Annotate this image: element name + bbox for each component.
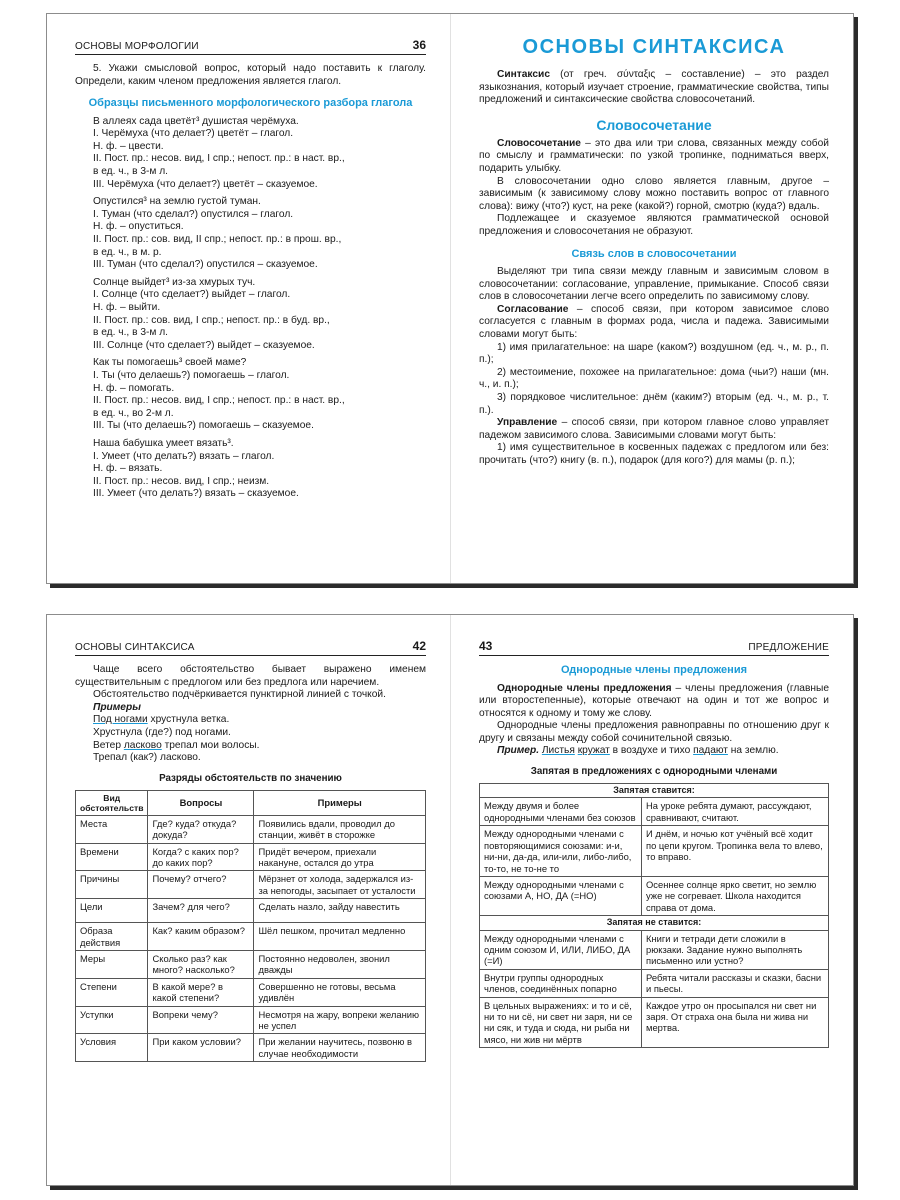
- section-title: Словосочетание: [596, 116, 712, 133]
- table-cell: Вопреки чему?: [148, 1006, 254, 1034]
- chapter-title: ОСНОВЫ СИНТАКСИСА: [522, 36, 786, 58]
- example-sentence: Как ты помогаешь³ своей маме?: [93, 357, 247, 369]
- subsection-title: Связь слов в словосочетании: [571, 247, 737, 260]
- list-item: 3) порядковое числительное: днём (каким?) вторым (ед. ч., м. р., т. п.).: [479, 391, 829, 416]
- table-title: Разряды обстоятельств по значению: [159, 772, 342, 784]
- analysis-line: III. Туман (что сделал?) опустился – сказуемое.: [93, 259, 318, 271]
- example: Пример. Листья кружат в воздухе и тихо падают на землю.: [497, 745, 779, 757]
- table-row: [480, 930, 829, 969]
- running-head-title: ОСНОВЫ МОРФОЛОГИИ: [75, 41, 199, 52]
- page-36: [47, 14, 450, 583]
- definition: Однородные члены предложения – члены предложения (главные или второстепенные), которые отвечают на один и тот же вопрос и относятся к одному и тому же слову.: [479, 682, 829, 719]
- table-row: [480, 969, 829, 997]
- analysis-line: в ед. ч., в м. р.: [93, 246, 162, 258]
- table-cell: Придёт вечером, приехали накануне, остался до утра: [254, 843, 426, 871]
- term: Синтаксис: [497, 69, 550, 80]
- table-cell: Уступки: [76, 1006, 148, 1034]
- table-row: [76, 923, 426, 951]
- table-cell: В какой мере? в какой степени?: [148, 978, 254, 1006]
- paragraph: Обстоятельство подчёркивается пунктирной линией с точкой.: [93, 689, 386, 701]
- table-cell: На уроке ребята думают, рассуждают, сравнивают, считают.: [642, 798, 829, 826]
- table-row: [76, 978, 426, 1006]
- section-title: Однородные члены предложения: [560, 664, 748, 676]
- book-spread-top: [46, 13, 854, 584]
- list-item: 1) имя прилагательное: на шаре (каком?) воздушном (ед. ч., м. р., п. п.);: [479, 341, 829, 366]
- table-row: [76, 1034, 426, 1062]
- paragraph: В словосочетании одно слово является главным, другое – зависимым (к зависимому слову можно поставить вопрос от главного слова): вижу (что?) куст, на реке (какой?) горной, смотрю (куда?) вдаль.: [479, 175, 829, 212]
- table-cell: Времени: [76, 843, 148, 871]
- paragraph: Однородные члены предложения равноправны по отношению друг к другу и связаны между собой сочинительной связью.: [479, 720, 829, 744]
- table-cell: Ребята читали рассказы и сказки, басни и пьесы.: [642, 969, 829, 997]
- table-row: [76, 899, 426, 923]
- phrase-definition: [479, 138, 829, 176]
- table-cell: Меры: [76, 951, 148, 979]
- definition: (от греч. σύνταξις – составление) – это раздел языкознания, который изучает строение, грамматические свойства, типы предложений и синтаксические свойства словосочетаний.: [479, 69, 829, 106]
- table-row: [76, 1006, 426, 1034]
- table-cell: Места: [76, 815, 148, 843]
- example-sentence: В аллеях сада цветёт³ душистая черёмуха.: [93, 115, 299, 127]
- analysis-line: II. Пост. пр.: несов. вид, I спр.; непост. пр.: в наст. вр.,: [93, 153, 345, 165]
- table-row: [480, 826, 829, 877]
- table-band-row: [480, 784, 829, 798]
- paragraph: Чаще всего обстоятельство бывает выражено именем существительным с предлогом или без предлога или наречием.: [75, 664, 426, 688]
- analysis-line: III. Умеет (что делать?) вязать – сказуемое.: [93, 488, 299, 500]
- example-line: Под ногами хрустнула ветка.: [93, 714, 230, 726]
- examples-label: Примеры: [93, 701, 141, 713]
- analysis-line: Н. ф. – вязать.: [93, 463, 163, 475]
- comma-rules-table: [479, 783, 829, 1048]
- circumstance-table: [75, 790, 426, 1063]
- analysis-line: II. Пост. пр.: сов. вид, I спр.; непост. пр.: в буд. вр.,: [93, 314, 330, 326]
- agreement-definition: [479, 304, 829, 342]
- table-cell: Между однородными членами с повторяющимися союзами: и-и, ни-ни, да-да, или-или, либо-либо, то-то, не то-не то: [480, 826, 642, 877]
- table-row: [76, 951, 426, 979]
- analysis-line: II. Пост. пр.: несов. вид, I спр.; непост. пр.: в наст. вр.,: [93, 395, 345, 407]
- page-number: 42: [412, 639, 426, 653]
- analysis-line: в ед. ч., в 3-м л.: [93, 327, 168, 339]
- analysis-line: Н. ф. – выйти.: [93, 302, 161, 313]
- verb-analysis-examples: [75, 116, 426, 501]
- table-cell: При желании научитесь, позвоню в случае необходимости: [254, 1034, 426, 1062]
- table-row: [76, 871, 426, 899]
- table-row: [480, 798, 829, 826]
- column-header: Вопросы: [148, 790, 254, 815]
- table-cell: Почему? отчего?: [148, 871, 254, 899]
- table-cell: Постоянно недоволен, звонил дважды: [254, 951, 426, 979]
- table-cell: Как? каким образом?: [148, 923, 254, 951]
- term: Словосочетание: [497, 137, 581, 149]
- analysis-line: Н. ф. – опуститься.: [93, 221, 184, 233]
- table-cell: При каком условии?: [148, 1034, 254, 1062]
- definition: – способ связи, при котором главное слово управляет падежом зависимого слова. Зависимыми словами могут быть:: [479, 417, 829, 441]
- page-37: [451, 14, 855, 583]
- band-label: Запятая не ставится:: [480, 916, 829, 930]
- table-cell: Мёрзнет от холода, задержался из-за непогоды, засыпает от усталости: [254, 871, 426, 899]
- example-line: Трепал (как?) ласково.: [93, 752, 201, 764]
- table-cell: Между двумя и более однородными членами без союзов: [480, 798, 642, 826]
- analysis-line: I. Черёмуха (что делает?) цветёт – глагол.: [93, 128, 294, 140]
- page-number: 43: [479, 639, 493, 653]
- running-head-title: ПРЕДЛОЖЕНИЕ: [748, 642, 829, 653]
- table-cell: Сколько раз? как много? насколько?: [148, 951, 254, 979]
- term: Согласование: [497, 303, 569, 315]
- analysis-line: III. Черёмуха (что делает?) цветёт – сказуемое.: [93, 178, 318, 190]
- paragraph: Подлежащее и сказуемое являются грамматической основой предложения и словосочетания не образуют.: [479, 213, 829, 237]
- table-cell: Сделать назло, зайду навестить: [254, 899, 426, 923]
- list-item: 1) имя существительное в косвенных падежах с предлогом или без: прочитать (что?) книгу (в. п.), подарок (для кого?) для мамы (р. п.);: [479, 442, 829, 466]
- table-band-row: [480, 916, 829, 930]
- table-cell: Внутри группы однородных членов, соединённых попарно: [480, 969, 642, 997]
- column-header: Примеры: [254, 790, 426, 815]
- example-sentence: Опустился³ на землю густой туман.: [93, 196, 261, 208]
- running-head: [75, 38, 426, 55]
- syntax-definition: [479, 69, 829, 107]
- table-row: [76, 815, 426, 843]
- table-header-row: [76, 790, 426, 815]
- table-row: [480, 876, 829, 915]
- table-cell: Между однородными членами с одним союзом И, ИЛИ, ЛИБО, ДА (=И): [480, 930, 642, 969]
- analysis-line: в ед. ч., во 2-м л.: [93, 407, 174, 419]
- example-line: Ветер ласково трепал мои волосы.: [93, 739, 260, 751]
- analysis-line: II. Пост. пр.: несов. вид, I спр.; неизм.: [93, 475, 270, 487]
- analysis-line: I. Ты (что делаешь?) помогаешь – глагол.: [93, 369, 290, 381]
- analysis-line: III. Солнце (что сделает?) выйдет – сказуемое.: [93, 339, 315, 351]
- table-cell: Книги и тетради дети сложили в рюкзаки. Задание нужно выполнять письменно или устно?: [642, 930, 829, 969]
- table-cell: В цельных выражениях: и то и сё, ни то ни сё, ни свет ни заря, ни се ни сяк, и туда и сюда, ни рыба ни мясо, ни жив ни мёртв: [480, 997, 642, 1048]
- table-cell: Каждое утро он просыпался ни свет ни заря. От страха она была ни жива ни мертва.: [642, 997, 829, 1048]
- column-header: Вид обстоятельств: [76, 790, 148, 815]
- table-cell: Причины: [76, 871, 148, 899]
- table-cell: И днём, и ночью кот учёный всё ходит по цепи кругом. Тропинка вела то влево, то вправо.: [642, 826, 829, 877]
- page-number: 36: [412, 38, 426, 52]
- running-head: [479, 639, 829, 656]
- band-label: Запятая ставится:: [480, 784, 829, 798]
- table-cell: Несмотря на жару, вопреки желанию не успел: [254, 1006, 426, 1034]
- table-cell: Когда? с каких пор? до каких пор?: [148, 843, 254, 871]
- example-sentence: Наша бабушка умеет вязать³.: [93, 437, 234, 449]
- analysis-line: II. Пост. пр.: сов. вид, II спр.; непост. пр.: в прош. вр.,: [93, 234, 342, 246]
- example-sentence: Солнце выйдет³ из-за хмурых туч.: [93, 276, 256, 288]
- table-cell: Между однородными членами с союзами А, НО, ДА (=НО): [480, 876, 642, 915]
- table-cell: Шёл пешком, прочитал медленно: [254, 923, 426, 951]
- table-cell: Степени: [76, 978, 148, 1006]
- term: Управление: [497, 417, 558, 429]
- analysis-line: I. Солнце (что сделает?) выйдет – глагол.: [93, 289, 291, 301]
- table-cell: Где? куда? откуда? докуда?: [148, 815, 254, 843]
- analysis-line: I. Умеет (что делать?) вязать – глагол.: [93, 450, 275, 462]
- paragraph: Выделяют три типа связи между главным и зависимым словом в словосочетании: согласование, управление, примыкание. Способ связи слов в словосочетании легче всего определить по зависимому слову.: [479, 266, 829, 303]
- page-42: [47, 615, 450, 1185]
- table-cell: Зачем? для чего?: [148, 899, 254, 923]
- section-title: Образцы письменного морфологического разбора глагола: [88, 97, 413, 110]
- table-cell: Появились вдали, проводил до станции, живёт в сторожке: [254, 815, 426, 843]
- running-head: [75, 639, 426, 656]
- analysis-line: III. Ты (что делаешь?) помогаешь – сказуемое.: [93, 420, 314, 432]
- table-row: [76, 843, 426, 871]
- table-cell: Совершенно не готовы, весьма удивлён: [254, 978, 426, 1006]
- analysis-line: Н. ф. – цвести.: [93, 140, 164, 152]
- government-definition: [479, 417, 829, 442]
- analysis-line: I. Туман (что сделал?) опустился – глагол.: [93, 208, 294, 220]
- list-item: 2) местоимение, похожее на прилагательное: дома (чьи?) наши (мн. ч., и. п.);: [479, 366, 829, 391]
- table-cell: Условия: [76, 1034, 148, 1062]
- definition: – способ связи, при котором зависимое слово согласуется с главным в формах рода, числа и падежа. Зависимыми словами могут быть:: [479, 303, 829, 340]
- running-head-title: ОСНОВЫ СИНТАКСИСА: [75, 642, 195, 653]
- task-text: 5. Укажи смысловой вопрос, который надо поставить к глаголу. Определи, каким членом предложения является глагол.: [75, 63, 426, 87]
- table-row: [480, 997, 829, 1048]
- page-43: [451, 615, 855, 1185]
- table-cell: Осеннее солнце ярко светит, но землю уже не согревает. Школа находится справа от дома.: [642, 876, 829, 915]
- table-title: Запятая в предложениях с однородными членами: [530, 766, 778, 778]
- analysis-line: Н. ф. – помогать.: [93, 382, 175, 394]
- analysis-line: в ед. ч., в 3-м л.: [93, 166, 168, 178]
- book-spread-bottom: [46, 614, 854, 1186]
- table-cell: Цели: [76, 899, 148, 923]
- definition: – это два или три слова, связанных между собой по смыслу и грамматически: по узкой тропинке, подниматься вверх, подарить улыбку.: [479, 137, 829, 174]
- example-line: Хрустнула (где?) под ногами.: [93, 726, 231, 738]
- table-cell: Образа действия: [76, 923, 148, 951]
